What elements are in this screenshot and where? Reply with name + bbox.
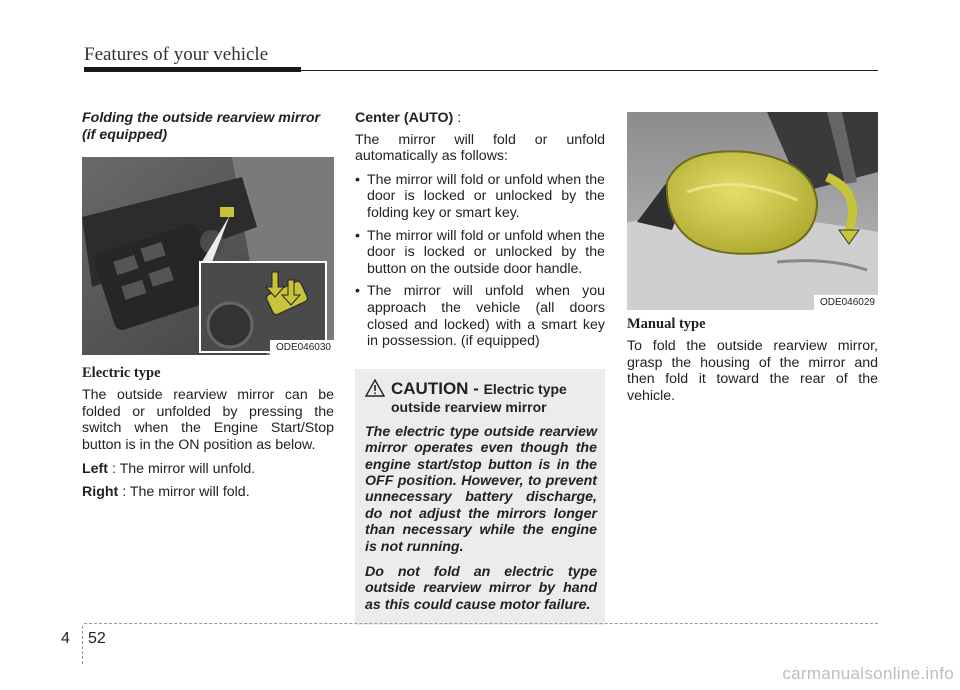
header-rule-thick <box>84 67 301 72</box>
side-mirror-illustration <box>627 112 878 310</box>
auto-fold-list <box>355 172 605 350</box>
left-column <box>82 110 334 508</box>
figure-code: ODE046029 <box>814 295 878 310</box>
caution-subtitle: outside rearview mirror <box>391 398 547 415</box>
electric-type-body: The outside rearview mirror can be folded or unfolded by pressing the switch when the Engine Start/Stop button is in the ON position as below. <box>82 387 334 453</box>
caution-dash: - <box>468 378 484 398</box>
auto-intro: The mirror will fold or unfold automatically as follows: <box>355 131 605 165</box>
manual-type-heading: Manual type <box>627 316 706 332</box>
right-description: : The mirror will fold. <box>118 484 250 501</box>
running-header-title: Features of your vehicle <box>84 44 269 65</box>
footer-divider <box>82 626 83 664</box>
right-column <box>627 112 878 411</box>
manual-type-body: To fold the outside rearview mirror, grasp the housing of the mirror and then fold it toward the rear of the vehicle. <box>627 338 878 404</box>
watermark: carmanualsonline.info <box>782 664 954 683</box>
caution-title: Electric type <box>483 380 567 397</box>
header-rule-thin <box>301 70 878 71</box>
list-item: • The mirror will fold or unfold when the door is locked or unlocked by the button on the outside door handle. <box>355 228 605 278</box>
right-label: Right <box>82 484 119 501</box>
right-position-text <box>82 484 334 501</box>
caution-paragraph: Do not fold an electric type outside rearview mirror by hand as this could cause motor failure. <box>365 563 597 613</box>
center-label: Center (AUTO) <box>355 110 454 126</box>
left-position-text <box>82 461 334 478</box>
door-switch-illustration <box>82 157 334 355</box>
middle-column <box>355 110 605 625</box>
footer-rule <box>84 623 878 624</box>
page-number: 52 <box>88 630 106 647</box>
left-description: : The mirror will unfold. <box>108 460 256 477</box>
caution-header <box>365 379 597 415</box>
list-item: • The mirror will fold or unfold when the door is locked or unlocked by the folding key or smart key. <box>355 172 605 222</box>
section-heading: Folding the outside rearview mirror (if equipped) <box>82 110 321 143</box>
center-suffix: : <box>453 110 462 126</box>
caution-paragraph: The electric type outside rearview mirror operates even though the engine start/stop button is in the OFF position. However, to prevent unnecessary battery discharge, do not adjust the mirrors longer than necessary while the engine is not running. <box>365 423 597 555</box>
list-item: • The mirror will unfold when you approach the vehicle (all doors closed and locked) with a smart key in possession. (if equipped) <box>355 283 605 349</box>
caution-word: CAUTION <box>391 378 469 398</box>
mirror-switch-figure <box>82 157 334 355</box>
electric-type-heading: Electric type <box>82 365 161 382</box>
left-label: Left <box>82 460 109 477</box>
caution-box <box>355 369 605 625</box>
chapter-number: 4 <box>61 630 70 647</box>
figure-code: ODE046030 <box>270 340 334 355</box>
mirror-fold-figure <box>627 112 878 310</box>
warning-triangle-icon <box>365 379 385 397</box>
center-auto-heading <box>355 110 605 127</box>
